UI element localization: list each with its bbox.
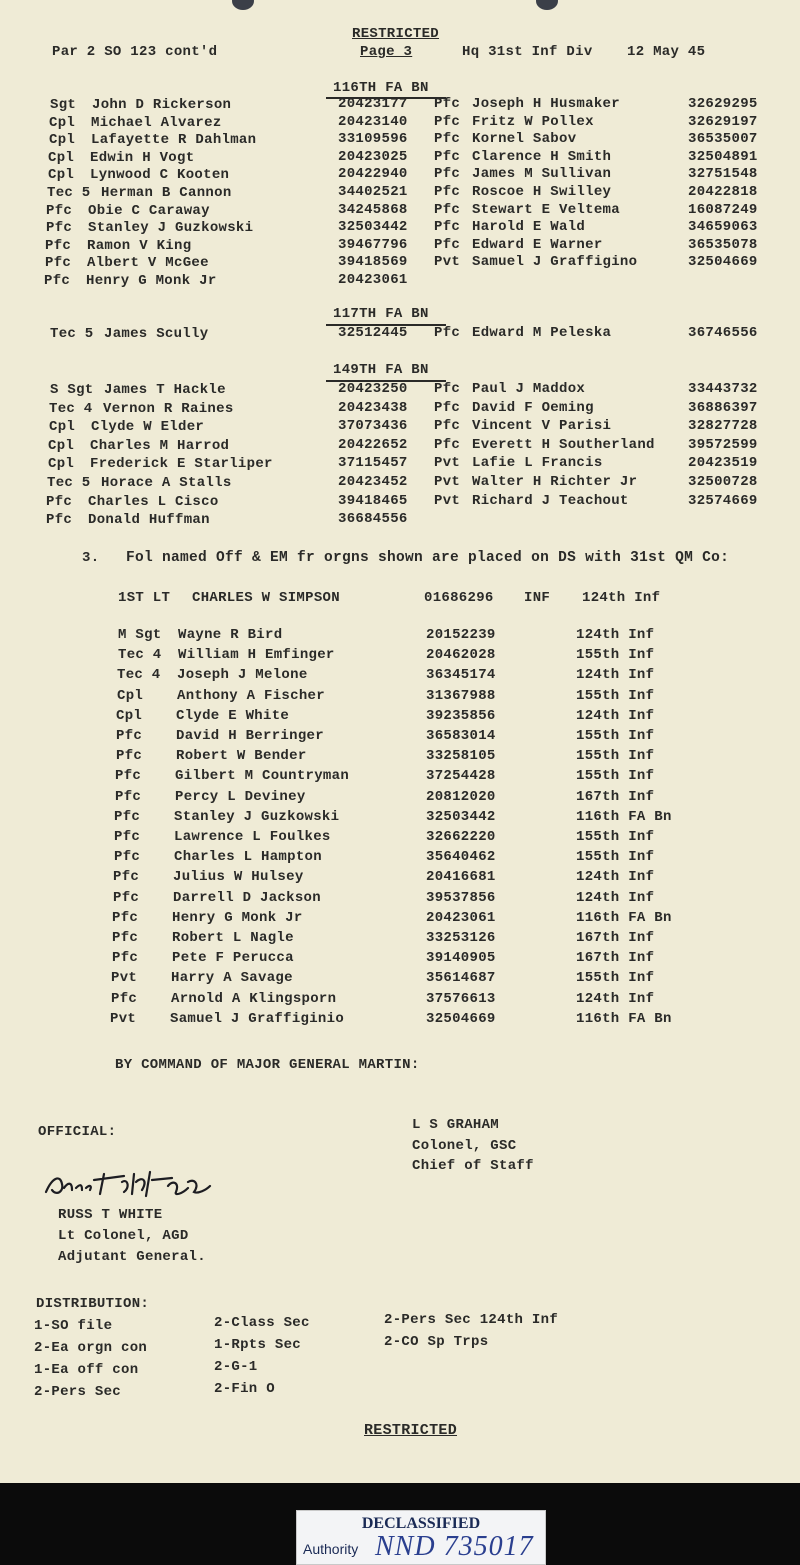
detail-unit: 167th Inf <box>576 950 655 967</box>
roster-rank: Pfc <box>46 512 73 529</box>
section-title: 117TH FA BN <box>333 306 429 322</box>
roster-rank: Pvt <box>434 254 461 271</box>
detail-unit: 155th Inf <box>576 728 655 744</box>
officer-name: CHARLES W SIMPSON <box>192 590 340 606</box>
roster-rank: Pfc <box>434 131 461 148</box>
document-date: 12 May 45 <box>627 44 706 60</box>
roster-serial: 32629197 <box>688 113 758 130</box>
detail-name: William H Emfinger <box>178 647 335 664</box>
roster-name: Samuel J Graffigino <box>472 254 638 271</box>
roster-rank: Pfc <box>44 273 71 289</box>
detail-rank: Cpl <box>116 707 143 724</box>
detail-rank: Pfc <box>114 808 141 825</box>
authority-label: Authority <box>303 1541 359 1557</box>
detail-name: Robert W Bender <box>176 748 307 765</box>
detail-unit: 167th Inf <box>576 788 655 805</box>
roster-name: Albert V McGee <box>87 255 209 272</box>
section-title: 149TH FA BN <box>333 362 429 378</box>
handwritten-signature <box>38 1160 238 1204</box>
detail-rank: Tec 4 <box>117 667 161 684</box>
detail-serial: 32503442 <box>426 808 496 825</box>
detail-unit: 116th FA Bn <box>576 909 672 926</box>
detail-name: David H Berringer <box>176 728 324 744</box>
detail-unit: 155th Inf <box>576 768 655 785</box>
roster-serial: 36535078 <box>688 236 758 253</box>
roster-serial: 37073436 <box>338 418 408 435</box>
roster-serial: 39572599 <box>688 436 758 453</box>
detail-serial: 33253126 <box>426 930 496 946</box>
detail-rank: Pfc <box>114 829 141 845</box>
roster-name: James Scully <box>104 326 209 342</box>
roster-serial: 32503442 <box>338 219 408 236</box>
official-role: Adjutant General. <box>58 1249 206 1265</box>
detail-rank: M Sgt <box>118 627 162 643</box>
classification-top: RESTRICTED <box>352 26 440 42</box>
distribution-item: 1-Ea off con <box>34 1362 139 1378</box>
detail-unit: 116th FA Bn <box>576 808 672 825</box>
roster-name: Lafayette R Dahlman <box>91 132 257 149</box>
roster-name: Paul J Maddox <box>472 381 586 397</box>
roster-name: Michael Alvarez <box>91 114 222 131</box>
detail-serial: 37254428 <box>426 768 496 785</box>
distribution-label: DISTRIBUTION: <box>36 1296 150 1312</box>
roster-serial: 32827728 <box>688 418 758 435</box>
roster-name: Edward M Peleska <box>472 325 612 341</box>
roster-name: Clarence H Smith <box>472 148 612 165</box>
detail-rank: Pfc <box>115 768 142 785</box>
roster-name: Henry G Monk Jr <box>86 273 217 289</box>
roster-serial: 16087249 <box>688 201 758 218</box>
roster-rank: Pfc <box>434 399 461 416</box>
roster-rank: Pfc <box>434 166 461 183</box>
detail-name: Anthony A Fischer <box>177 687 325 704</box>
detail-serial: 39140905 <box>426 950 496 967</box>
roster-serial: 32512445 <box>338 325 408 341</box>
detail-serial: 20812020 <box>426 788 496 805</box>
chief-name: L S GRAHAM <box>412 1117 500 1133</box>
roster-name: Horace A Stalls <box>101 475 232 491</box>
roster-serial: 20422940 <box>338 166 408 183</box>
roster-rank: Pvt <box>434 474 461 490</box>
roster-rank: Pvt <box>434 455 461 472</box>
roster-rank: Cpl <box>48 456 75 473</box>
paragraph-number: 3. <box>82 550 100 566</box>
roster-name: James M Sullivan <box>472 166 612 183</box>
distribution-item: 2-Pers Sec <box>34 1384 122 1400</box>
detail-serial: 36345174 <box>426 667 496 684</box>
paragraph-reference: Par 2 SO 123 cont'd <box>52 44 218 60</box>
detail-rank: Pfc <box>112 909 139 926</box>
roster-name: Stanley J Guzkowski <box>88 220 254 237</box>
roster-rank: Cpl <box>48 167 75 184</box>
headquarters: Hq 31st Inf Div <box>462 44 593 60</box>
detail-name: Julius W Hulsey <box>173 869 304 886</box>
detail-unit: 124th Inf <box>576 707 655 724</box>
roster-serial: 36535007 <box>688 131 758 148</box>
roster-serial: 32504891 <box>688 148 758 165</box>
detail-serial: 35640462 <box>426 849 496 866</box>
roster-name: David F Oeming <box>472 399 594 416</box>
roster-serial: 39418465 <box>338 492 408 509</box>
roster-serial: 37115457 <box>338 455 408 472</box>
detail-serial: 32504669 <box>426 1010 496 1027</box>
distribution-item: 2-Fin O <box>214 1381 275 1397</box>
roster-rank: Cpl <box>48 437 75 454</box>
punch-hole <box>536 0 558 10</box>
punch-hole <box>232 0 254 10</box>
roster-name: Edwin H Vogt <box>90 149 195 166</box>
roster-name: Frederick E Starliper <box>90 456 273 473</box>
distribution-item: 2-G-1 <box>214 1359 258 1375</box>
authority-number: NND 735017 <box>375 1531 534 1562</box>
detail-name: Lawrence L Foulkes <box>174 829 331 845</box>
roster-serial: 34245868 <box>338 201 408 218</box>
detail-unit: 124th Inf <box>576 990 655 1007</box>
detail-unit: 155th Inf <box>576 829 655 845</box>
roster-name: Charles L Cisco <box>88 493 219 510</box>
roster-serial: 36746556 <box>688 325 758 341</box>
officer-rank: 1ST LT <box>118 590 171 606</box>
declassified-title: DECLASSIFIED <box>361 1515 481 1532</box>
roster-rank: Tec 5 <box>47 185 91 201</box>
roster-name: Vincent V Parisi <box>472 418 612 435</box>
detail-unit: 116th FA Bn <box>576 1010 672 1027</box>
distribution-item: 1-Rpts Sec <box>214 1337 302 1353</box>
detail-rank: Pfc <box>115 788 142 805</box>
roster-serial: 36684556 <box>338 511 408 528</box>
officer-serial: 01686296 <box>424 590 494 606</box>
detail-rank: Pvt <box>111 970 138 987</box>
roster-serial: 20423140 <box>338 113 408 130</box>
detail-name: Joseph J Melone <box>177 667 308 684</box>
roster-rank: S Sgt <box>50 382 94 398</box>
detail-serial: 39537856 <box>426 889 496 906</box>
roster-rank: Pfc <box>434 418 461 435</box>
roster-serial: 20423519 <box>688 455 758 472</box>
detail-unit: 124th Inf <box>576 889 655 906</box>
detail-rank: Pfc <box>114 849 141 866</box>
roster-serial: 20423438 <box>338 399 408 416</box>
roster-name: Roscoe H Swilley <box>472 184 612 200</box>
classification-bottom: RESTRICTED <box>364 1422 458 1439</box>
official-title: Lt Colonel, AGD <box>58 1228 189 1244</box>
roster-rank: Cpl <box>49 114 76 131</box>
roster-name: Obie C Caraway <box>88 202 210 219</box>
detail-serial: 33258105 <box>426 748 496 765</box>
detail-serial: 20423061 <box>426 909 496 926</box>
roster-serial: 32574669 <box>688 492 758 509</box>
roster-serial: 39418569 <box>338 254 408 271</box>
detail-unit: 167th Inf <box>576 930 655 946</box>
roster-serial: 32751548 <box>688 166 758 183</box>
roster-serial: 34659063 <box>688 219 758 236</box>
officer-unit: 124th Inf <box>582 590 661 606</box>
roster-serial: 32629295 <box>688 96 758 112</box>
detail-serial: 32662220 <box>426 829 496 845</box>
roster-rank: Pfc <box>434 96 461 112</box>
roster-rank: Pfc <box>46 493 73 510</box>
roster-rank: Pfc <box>434 436 461 453</box>
roster-name: Herman B Cannon <box>101 185 232 201</box>
roster-serial: 33109596 <box>338 131 408 148</box>
roster-serial: 33443732 <box>688 381 758 397</box>
distribution-item: 2-CO Sp Trps <box>384 1334 489 1350</box>
detail-name: Wayne R Bird <box>178 627 283 643</box>
detail-serial: 35614687 <box>426 970 496 987</box>
roster-name: Fritz W Pollex <box>472 113 594 130</box>
detail-serial: 20416681 <box>426 869 496 886</box>
section-title: 116TH FA BN <box>333 80 429 96</box>
detail-serial: 20152239 <box>426 627 496 643</box>
chief-title: Colonel, GSC <box>412 1138 517 1154</box>
detail-unit: 155th Inf <box>576 687 655 704</box>
detail-name: Robert L Nagle <box>172 930 294 946</box>
roster-name: Edward E Warner <box>472 236 603 253</box>
roster-name: Lafie L Francis <box>472 455 603 472</box>
declassified-stamp <box>296 1510 546 1565</box>
detail-serial: 20462028 <box>426 647 496 664</box>
roster-serial: 20422652 <box>338 436 408 453</box>
roster-rank: Cpl <box>49 132 76 149</box>
page-number: Page 3 <box>360 44 413 60</box>
detail-rank: Pfc <box>116 728 143 744</box>
roster-rank: Tec 5 <box>50 326 94 342</box>
detail-rank: Pfc <box>112 950 139 967</box>
roster-rank: Pfc <box>434 236 461 253</box>
detail-unit: 155th Inf <box>576 647 655 664</box>
detail-unit: 155th Inf <box>576 849 655 866</box>
detail-rank: Tec 4 <box>118 647 162 664</box>
detail-name: Arnold A Klingsporn <box>171 990 337 1007</box>
detail-name: Henry G Monk Jr <box>172 909 303 926</box>
roster-rank: Sgt <box>50 97 77 113</box>
distribution-item: 2-Ea orgn con <box>34 1340 148 1356</box>
detail-unit: 155th Inf <box>576 970 655 987</box>
roster-rank: Pfc <box>434 325 461 341</box>
detail-name: Gilbert M Countryman <box>175 768 350 785</box>
roster-serial: 39467796 <box>338 236 408 253</box>
detail-rank: Pfc <box>113 889 140 906</box>
roster-rank: Pvt <box>434 492 461 509</box>
roster-serial: 32504669 <box>688 254 758 271</box>
roster-name: John D Rickerson <box>92 97 232 113</box>
detail-serial: 31367988 <box>426 687 496 704</box>
detail-serial: 37576613 <box>426 990 496 1007</box>
chief-role: Chief of Staff <box>412 1158 534 1174</box>
roster-rank: Tec 5 <box>47 475 91 491</box>
roster-name: Walter H Richter Jr <box>472 474 638 490</box>
roster-name: Everett H Southerland <box>472 436 655 453</box>
roster-name: Ramon V King <box>87 237 192 254</box>
detail-serial: 39235856 <box>426 707 496 724</box>
detail-name: Darrell D Jackson <box>173 889 321 906</box>
roster-name: Richard J Teachout <box>472 492 629 509</box>
roster-rank: Pfc <box>434 148 461 165</box>
roster-rank: Pfc <box>46 220 73 237</box>
roster-rank: Pfc <box>434 381 461 397</box>
detail-rank: Pfc <box>112 930 139 946</box>
roster-rank: Cpl <box>49 419 76 436</box>
distribution-item: 1-SO file <box>34 1318 113 1334</box>
detail-rank: Pfc <box>116 748 143 765</box>
roster-rank: Pfc <box>434 219 461 236</box>
roster-rank: Pfc <box>46 202 73 219</box>
official-label: OFFICIAL: <box>38 1124 117 1140</box>
detail-serial: 36583014 <box>426 728 496 744</box>
detail-name: Stanley J Guzkowski <box>174 808 340 825</box>
roster-rank: Tec 4 <box>49 400 93 417</box>
distribution-item: 2-Class Sec <box>214 1315 310 1331</box>
roster-rank: Pfc <box>45 255 72 272</box>
detail-name: Harry A Savage <box>171 970 293 987</box>
roster-serial: 36886397 <box>688 399 758 416</box>
detail-name: Samuel J Graffiginio <box>170 1010 345 1027</box>
officer-branch: INF <box>524 590 551 606</box>
roster-name: Harold E Wald <box>472 219 586 236</box>
roster-rank: Pfc <box>434 113 461 130</box>
roster-name: Kornel Sabov <box>472 131 577 148</box>
command-line: BY COMMAND OF MAJOR GENERAL MARTIN: <box>115 1057 420 1073</box>
roster-serial: 34402521 <box>338 184 408 200</box>
roster-name: James T Hackle <box>104 382 226 398</box>
detail-rank: Pfc <box>111 990 138 1007</box>
detail-unit: 155th Inf <box>576 748 655 765</box>
roster-serial: 20422818 <box>688 184 758 200</box>
roster-serial: 20423250 <box>338 381 408 397</box>
roster-serial: 20423177 <box>338 96 408 112</box>
roster-rank: Pfc <box>434 201 461 218</box>
roster-rank: Pfc <box>434 184 461 200</box>
detail-name: Percy L Deviney <box>175 788 306 805</box>
roster-name: Vernon R Raines <box>103 400 234 417</box>
roster-name: Clyde W Elder <box>91 419 205 436</box>
roster-name: Lynwood C Kooten <box>90 167 230 184</box>
official-name: RUSS T WHITE <box>58 1207 163 1223</box>
roster-name: Charles M Harrod <box>90 437 230 454</box>
roster-name: Donald Huffman <box>88 512 210 529</box>
roster-serial: 20423025 <box>338 148 408 165</box>
roster-name: Stewart E Veltema <box>472 201 620 218</box>
detail-rank: Pvt <box>110 1010 137 1027</box>
distribution-item: 2-Pers Sec 124th Inf <box>384 1312 559 1328</box>
detail-rank: Pfc <box>113 869 140 886</box>
detail-unit: 124th Inf <box>576 869 655 886</box>
roster-rank: Pfc <box>45 237 72 254</box>
detail-name: Charles L Hampton <box>174 849 322 866</box>
detail-unit: 124th Inf <box>576 667 655 684</box>
roster-serial: 32500728 <box>688 474 758 490</box>
roster-name: Joseph H Husmaker <box>472 96 620 112</box>
detail-unit: 124th Inf <box>576 627 655 643</box>
detail-rank: Cpl <box>117 687 144 704</box>
roster-rank: Cpl <box>48 149 75 166</box>
roster-serial: 20423061 <box>338 272 408 288</box>
detail-name: Pete F Perucca <box>172 950 294 967</box>
roster-serial: 20423452 <box>338 474 408 490</box>
detail-name: Clyde E White <box>176 707 290 724</box>
paragraph-text: Fol named Off & EM fr orgns shown are placed on DS with 31st QM Co: <box>126 550 730 566</box>
